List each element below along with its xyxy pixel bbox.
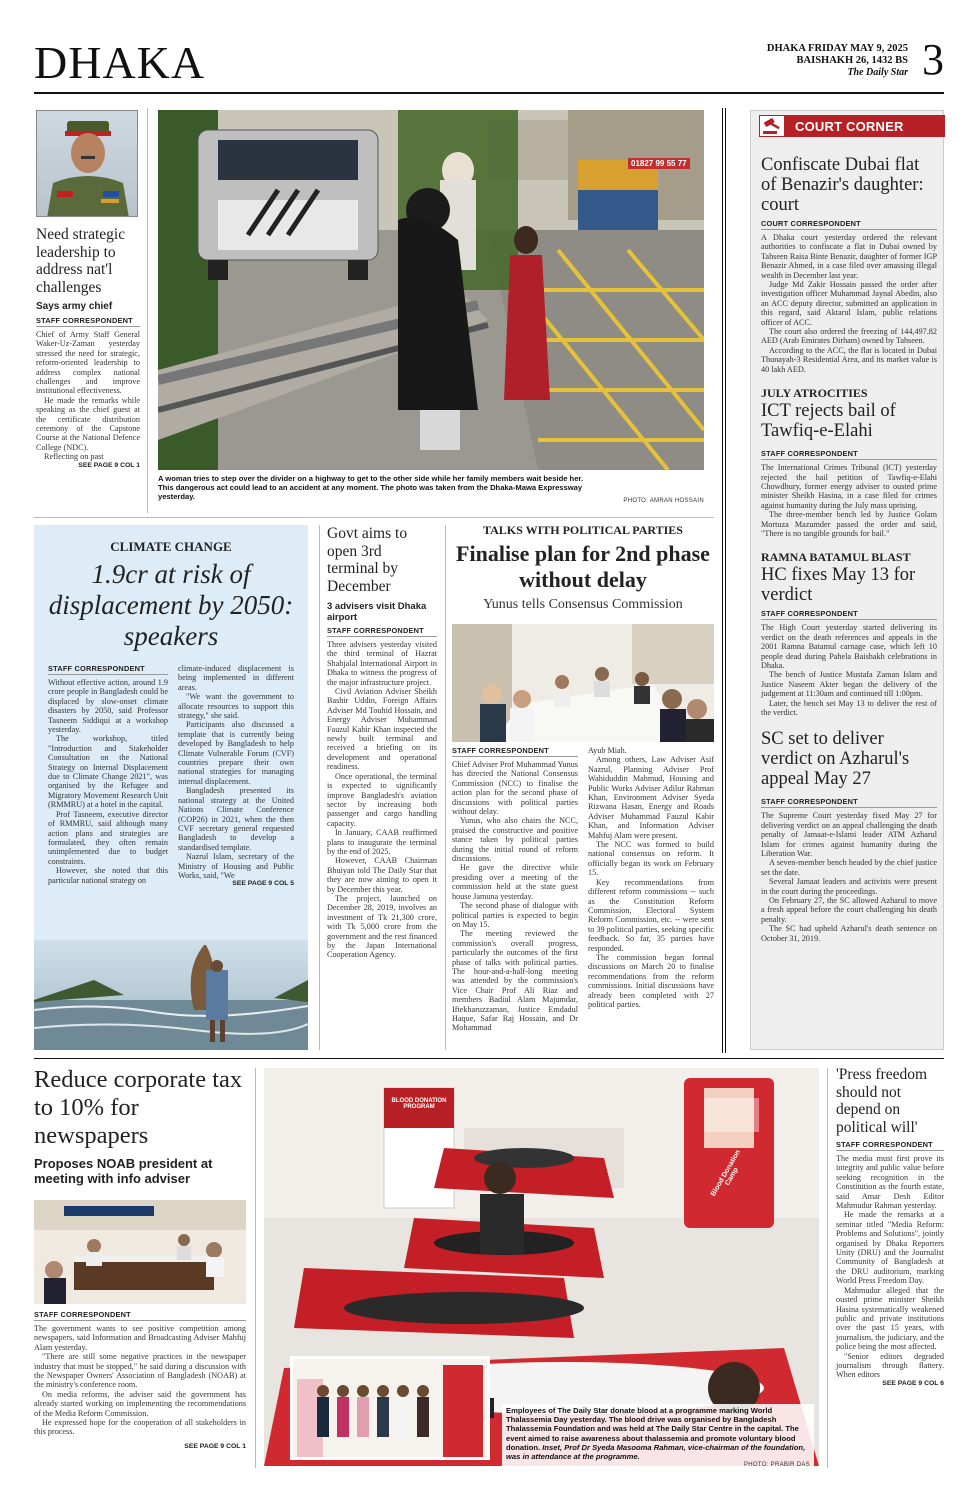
climate-headline: 1.9cr at risk of displacement by 2050: speakers — [48, 559, 294, 651]
airport-headline: Govt aims to open 3rd terminal by December — [327, 525, 408, 595]
portrait-icon — [37, 111, 138, 217]
tax-paragraph: The government wants to see positive competition among newspapers, said Information and Broadcasting Adviser Mahfuj Alam yesterday. — [34, 1324, 246, 1352]
divider — [255, 1068, 256, 1468]
court-body — [761, 811, 937, 943]
airport-body — [327, 640, 437, 960]
tax-byline: STAFF CORRESPONDENT — [34, 1310, 246, 1321]
army-byline: STAFF CORRESPONDENT — [36, 316, 140, 327]
noab-meeting-photo — [34, 1200, 246, 1304]
parties-headline: Finalise plan for 2nd phase without delay — [456, 541, 710, 592]
press-body — [836, 1154, 944, 1380]
army-paragraph: Reflecting on past — [44, 452, 104, 462]
climate-paragraph: "We want the government to allocate resources to support this strategy," she said. — [178, 692, 294, 721]
court-story — [761, 550, 937, 717]
blood-credit: PHOTO: PRABIR DAS — [743, 1462, 810, 1466]
court-headline: HC fixes May 13 for verdict — [761, 565, 916, 606]
airport-story — [327, 525, 437, 960]
gavel-svg — [760, 116, 784, 136]
airport-subhead: 3 advisers visit Dhaka airport — [327, 601, 427, 623]
press-story — [836, 1066, 944, 1387]
press-paragraph: Mahmudur alleged that the ousted prime minister Sheikh Hasina systematically weakened public and private institutions over the past 15 years, with journalism, the judiciary, and the police being the most affected. — [836, 1285, 944, 1352]
climate-paragraph: Participants also discussed a template that is currently being developed by Bangladesh to help Climate Vulnerable Forum (CVF) countries prepare their own national strategies for managing internal displacement. — [178, 720, 294, 786]
parties-story — [452, 523, 714, 613]
tax-paragraph: On media reforms, the adviser said the government has already started working on implementing the recommendations of the Media Reform Commission. — [34, 1389, 246, 1418]
blood-caption-block — [502, 1404, 814, 1466]
shop-sign: 01827 99 55 77 — [628, 158, 690, 169]
court-story — [761, 155, 937, 374]
court-stories — [761, 155, 937, 943]
meeting-photo — [452, 624, 714, 742]
court-byline: COURT CORRESPONDENT — [761, 219, 937, 230]
parties-col1 — [452, 746, 578, 1033]
court-paragraph: A Dhaka court yesterday ordered the relevant authorities to confiscate a flat in Dubai owned by Tahseen Raisa Binte Benazir, daughter of former IGP Benazir Ahmed, in a case filed over amassing illegal wealth in December last year. — [761, 233, 937, 280]
masthead-rule — [34, 92, 944, 94]
parties-paragraph: The meeting reviewed the commission's overall progress, particularly the outcomes of the first phase of talks with political parties. The hour-and-a-half-long meeting was attended by the commission's Vice Chair Prof Ali Riaz and members Badiul Alam Majumdar, Iftekharuzzaman, Justice Emdadul Haque, Safar Raj Hossain, and Dr Mohammad — [452, 929, 578, 1033]
tax-story — [34, 1066, 246, 1186]
divider-double — [722, 108, 726, 1053]
climate-byline: STAFF CORRESPONDENT — [48, 664, 168, 675]
parties-paragraph: Ayub Miah. — [588, 746, 627, 755]
dateline — [767, 43, 908, 79]
meeting-scene-icon — [452, 624, 714, 742]
tax-paragraph: "There are still some negative practices in the newspaper industry that must be stopped," he said during a discussion with the Newspaper Owners' Association of Bangladesh (NOAB) at the ministry's conference room. — [34, 1352, 246, 1390]
highway-caption-block — [158, 474, 704, 502]
divider — [147, 108, 148, 513]
airport-paragraph: Once operational, the terminal is expected to significantly improve Bangladesh's aviation sector by increasing both passenger and cargo handling capacity. — [327, 771, 437, 828]
court-paragraph: The High Court yesterday started delivering its verdict on the death references and appeals in the 2001 Ramna Batamul carnage case, which left 10 people dead during Pahela Baishakh celebrations in Dhaka. — [761, 623, 937, 670]
bangla-date-text: BAISHAKH 26, 1432 BS — [796, 55, 908, 66]
blood-banner-left: BLOOD DONATION PROGRAM — [391, 1098, 447, 1110]
section-title: DHAKA — [34, 37, 206, 88]
parties-body-text — [452, 760, 578, 1033]
flood-scene-icon — [34, 940, 308, 1050]
airport-paragraph: The project, launched on December 28, 2019, involves an investment of Tk 21,300 crore, with Tk 5,000 crore from the government and the rest financed by the Japan International Cooperation Agency. — [327, 893, 437, 960]
court-paragraph: The bench of Justice Mustafa Zaman Islam and Justice Naseem Akter began the delivery of the judgement at 11:30am and continued till 1:00pm. — [761, 670, 937, 699]
climate-paragraph: The workshop, titled "Introduction and Stakeholder Consultation on the National Strategy on Internal Displacement due to Climate Change 2021", was organised by the Refugee and Migratory Movement Research Unit (RMMRU) at a hotel in the capital. — [48, 734, 168, 810]
court-paragraph: Several Jamaat leaders and activists were present in the court during the proceedings. — [761, 877, 937, 896]
court-story — [761, 386, 937, 538]
court-headline: Confiscate Dubai flat of Benazir's daughter: court — [761, 155, 924, 215]
climate-body — [178, 664, 294, 880]
airport-paragraph: In January, CAAB reaffirmed plans to inaugurate the terminal by the end of 2025. — [327, 828, 437, 856]
divider — [445, 525, 446, 1050]
court-paragraph: The Supreme Court yesterday fixed May 27 for delivering verdict on an appeal challenging the death penalty of Jamaat-e-Islami leader ATM Azharul Islam for crimes against humanity during the Liberation War. — [761, 811, 937, 859]
parties-paragraph: Key recommendations from different reform commissions -- such as the Constitution Reform Commission, Electoral System Reform Commission, etc. -- were sent to 39 political parties, seeking specific feedback. So far, 35 parties have responded. — [588, 877, 714, 953]
blood-caption-inset: Inset, Prof Dr Syeda Masooma Rahman, vice-chairman of the foundation, was in attendance at the programme. — [506, 1442, 806, 1462]
press-paragraph: "Senior editors degraded journalism through flattery. When editors — [836, 1351, 944, 1380]
gavel-icon — [759, 115, 785, 137]
court-kicker: RAMNA BATAMUL BLAST — [761, 550, 911, 565]
press-byline: STAFF CORRESPONDENT — [836, 1140, 944, 1151]
climate-paragraph: Nazrul Islam, secretary of the Ministry of Housing and Public Works, said, "We — [178, 852, 294, 880]
parties-paragraph: Yunus, who also chairs the NCC, praised the constructive and positive stance taken by political parties during the initial round of reform discussions. — [452, 816, 578, 864]
court-paragraph: The three-member bench led by Justice Golam Mortuza Mazumder passed the order and said, "There is no tangible grounds for bail." — [761, 510, 937, 538]
court-body — [761, 233, 937, 374]
parties-body-text — [588, 746, 714, 1009]
airport-paragraph: However, CAAB Chairman Bhuiyan told The Daily Star that they are now aiming to open it by December this year. — [327, 856, 437, 894]
parties-subhead: Yunus tells Consensus Commission — [483, 597, 683, 612]
airport-paragraph: Three advisers yesterday visited the third terminal of Hazrat Shahjalal International Airport in Dhaka to witness the progress of the major infrastructure project. — [327, 640, 437, 687]
divider — [34, 517, 714, 518]
court-paragraph: Later, the bench set May 13 to deliver the rest of the verdict. — [761, 698, 937, 717]
climate-paragraph: However, she noted that this particular national strategy on — [48, 866, 168, 885]
divider — [319, 525, 320, 1050]
court-byline: STAFF CORRESPONDENT — [761, 449, 937, 460]
tax-subhead: Proposes NOAB president at meeting with info adviser — [34, 1156, 213, 1186]
parties-paragraph: Among others, Law Adviser Asif Nazrul, Planning Adviser Prof Wahiduddin Mahmud, Housing and Public Works Adviser Adilur Rahman Khan, Environment Adviser Syeda Rizwana Hasan, Energy and Roads Adviser Muhammad Fauzul Kabir Khan, and Information Adviser Mahfuj Alam were present. — [588, 755, 714, 840]
press-paragraph: He made the remarks at a seminar titled "Media Reform: Problems and Solutions", jointly organised by Dhaka Reporters Unity (DRU) and the Journalist Community of Bangladesh at the DRU auditorium, marking World Press Freedom Day. — [836, 1210, 944, 1286]
court-paragraph: The SC had upheld Azharul's death sentence on October 31, 2019. — [761, 924, 937, 943]
court-corner — [750, 110, 944, 1050]
parties-paragraph: The commission began formal discussions on March 20 to finalise recommendations from the reform commissions. Initial discussions have already been completed with 27 political parties. — [588, 952, 714, 1009]
parties-col2 — [588, 746, 714, 1033]
court-body — [761, 623, 937, 717]
court-byline: STAFF CORRESPONDENT — [761, 609, 937, 620]
parties-paragraph: He gave the directive while presiding over a meeting of the commission held at the state guest house Jamuna yesterday. — [452, 863, 578, 901]
court-story — [761, 729, 937, 943]
court-body — [761, 463, 937, 538]
climate-kicker: CLIMATE CHANGE — [110, 539, 232, 554]
army-subhead: Says army chief — [36, 301, 113, 312]
climate-col1 — [48, 664, 168, 887]
tax-body — [34, 1324, 246, 1437]
court-paragraph: The International Crimes Tribunal (ICT) yesterday rejected the bail petition of Tawfiq-e-Elahi Chowdhury, former energy adviser to ousted prime minister Sheikh Hasina, in a case filed for crimes against humanity during the July mass uprising. — [761, 463, 937, 510]
tax-paragraph: He expressed hope for the cooperation of all stakeholders in this process. — [34, 1418, 246, 1437]
climate-col2 — [178, 664, 294, 887]
parties-kicker: TALKS WITH POLITICAL PARTIES — [483, 523, 683, 537]
blood-donation-photo — [264, 1068, 819, 1466]
date-text: DHAKA FRIDAY MAY 9, 2025 — [766, 43, 908, 54]
army-headline: Need strategic leadership to address nat'l challenges — [36, 226, 126, 296]
flood-photo — [34, 940, 308, 1050]
press-see-page: SEE PAGE 9 COL 6 — [882, 1379, 944, 1387]
army-paragraph: He made the remarks while speaking as the chief guest at the certificate distribution ceremony of the Capstone Course at the National Defence College (NDC). — [36, 395, 140, 452]
bus-sign: COME FOR EDUCATION GO FOR SAFE — [224, 176, 318, 182]
court-headline: SC set to deliver verdict on Azharul's appeal May 27 — [761, 729, 910, 790]
climate-body — [48, 678, 168, 885]
press-headline: 'Press freedom should not depend on political will' — [836, 1066, 928, 1136]
inset-group-icon — [293, 1359, 487, 1457]
court-paragraph: A seven-member bench headed by the chief justice set the date. — [761, 858, 937, 877]
blood-banner-right: Blood Donation Camp — [709, 1148, 743, 1198]
army-story — [36, 226, 140, 469]
climate-paragraph: Bangladesh presented its national strategy at the United Nations Climate Conference (COP26) in 2021, when the then CVF secretary general requested Bangladesh to develop a standardised template. — [178, 786, 294, 852]
page-number: 3 — [922, 35, 944, 84]
highway-scene-icon — [158, 110, 704, 470]
court-paragraph: On February 27, the SC allowed Azharul to move a fresh appeal before the court challenging his death penalty. — [761, 896, 937, 924]
paper-logo: The Daily Star — [847, 67, 908, 78]
army-body — [36, 330, 140, 462]
court-paragraph: According to the ACC, the flat is located in Dubai Thunayah-3 Residential Area, and its market value is 40 lakh AED. — [761, 345, 937, 374]
parties-paragraph: The second phase of dialogue with political parties is expected to begin on May 15. — [452, 901, 578, 929]
tax-see-page: SEE PAGE 9 COL 1 — [184, 1442, 246, 1450]
highway-caption: A woman tries to step over the divider on a highway to get to the other side while her family members wait beside her. This dangerous act could lead to an accident at any moment. The photo was taken from the Dhaka-Mawa Expressway yesterday. — [158, 474, 584, 502]
army-see-page: SEE PAGE 9 COL 1 — [78, 461, 140, 469]
inset-photo — [290, 1356, 490, 1460]
airport-paragraph: Civil Aviation Adviser Sheikh Bashir Uddin, Foreign Affairs Adviser Md Touhid Hossain, and Energy Adviser Muhammad Fauzul Kabir Khan inspected the newly built terminal and received a briefing on its development and operational readiness. — [327, 687, 437, 772]
climate-paragraph: climate-induced displacement is being implemented in different areas. — [178, 664, 294, 692]
tax-body-block — [34, 1310, 246, 1450]
climate-paragraph: Prof Tasneem, executive director of RMMRU, said although many action plans and strategies are formulated, they often remain unimplemented due to budget constraints. — [48, 809, 168, 866]
press-paragraph: The media must first prove its integrity and public value before seeking recognition in the Constitution as the fourth estate, said Amar Desh Editor Mahmudur Rahman yesterday. — [836, 1154, 944, 1211]
airport-byline: STAFF CORRESPONDENT — [327, 626, 437, 637]
court-paragraph: Judge Md Zakir Hossain passed the order after investigation officer Muhammad Jaynal Abedin, also an ACC deputy director, submitted an application in this regard, said Aktarul Islam, public relations officer of ACC. — [761, 280, 937, 327]
court-headline: ICT rejects bail of Tawfiq-e-Elahi — [761, 401, 896, 442]
army-chief-photo — [36, 110, 138, 217]
noab-meeting-icon — [34, 1200, 246, 1304]
army-paragraph: Chief of Army Staff General Waker-Uz-Zaman yesterday stressed the need for strategic, reform-oriented leadership to address complex national challenges and improve institutional effectiveness. — [36, 330, 140, 396]
parties-byline: STAFF CORRESPONDENT — [452, 746, 578, 757]
blood-caption-text: Employees of The Daily Star donate blood at a programme marking World Thalassemia Day yesterday. The blood drive was organised by Bangladesh Thalassemia Foundation and was held at The Daily Star Centre in the capital. The event aimed to raise awareness about thalassemia and promote voluntary blood donation. — [506, 1406, 799, 1452]
court-byline: STAFF CORRESPONDENT — [761, 797, 937, 808]
climate-see-page: SEE PAGE 9 COL 5 — [232, 880, 294, 888]
blood-caption — [506, 1406, 810, 1461]
climate-box — [34, 525, 308, 1050]
court-paragraph: The court also ordered the freezing of 144,497.82 AED (Arab Emirates Dirham) owned by Tahseen. — [761, 327, 937, 346]
tax-headline: Reduce corporate tax to 10% for newspapers — [34, 1066, 243, 1149]
divider — [827, 1068, 828, 1468]
highway-credit: PHOTO: AMRAN HOSSAIN — [623, 498, 704, 504]
divider — [34, 1058, 944, 1059]
parties-paragraph: The NCC was formed to build national consensus on reform. It officially began its work on February 15. — [588, 840, 714, 878]
climate-paragraph: Without effective action, around 1.9 crore people in Bangladesh could be displaced by slow-onset climate disasters by 2050, said Professor Tasneem Siddiqui at a workshop yesterday. — [48, 678, 168, 735]
court-label-bar — [759, 115, 945, 137]
highway-photo — [158, 110, 704, 470]
parties-paragraph: Chief Adviser Prof Muhammad Yunus has directed the National Consensus Commission (NCC) to finalise the action plan for the second phase of discussions with political parties without delay. — [452, 760, 578, 817]
court-label: COURT CORNER — [795, 118, 904, 134]
masthead — [34, 34, 944, 90]
climate-columns — [48, 664, 294, 887]
parties-body — [452, 746, 714, 1033]
court-kicker: JULY ATROCITIES — [761, 386, 868, 401]
